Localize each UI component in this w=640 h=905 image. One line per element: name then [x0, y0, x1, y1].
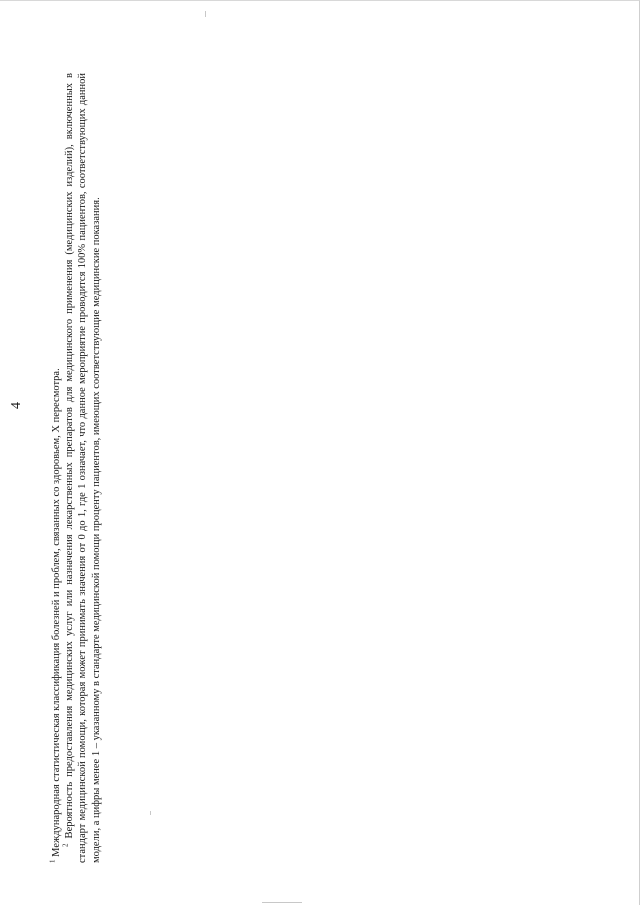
- footnote-text: Международная статистическая классификация болезней и проблем, связанных со здоровьем, X пересмотра.: [51, 368, 62, 857]
- footnotes: [50, 73, 103, 863]
- rotated-content: [10, 73, 120, 863]
- page-number: 4: [9, 402, 24, 409]
- footnote-text: Вероятность предоставления медицинских услуг или назначения лекарственных препаратов для медицинского применения (медицинских изделий), включенных в стандарт медицинской помощи, которая может принимать значения от 0 до 1, где 1 означает, что данное мероприятие проводится 100% пациентов, соответствующих данной модели, а цифры менее 1 – указанному в стандарте медицинской помощи проценту пациентов, имеющих соответствующие медицинские показания.: [64, 72, 102, 863]
- scan-artifact: [205, 11, 206, 17]
- footnote-2: [63, 73, 103, 863]
- footnote-marker: 1: [48, 859, 57, 863]
- scan-artifact: [262, 902, 302, 903]
- footnote-marker: 2: [61, 843, 70, 847]
- footnote-1: [50, 73, 63, 863]
- scan-artifact: [150, 811, 151, 815]
